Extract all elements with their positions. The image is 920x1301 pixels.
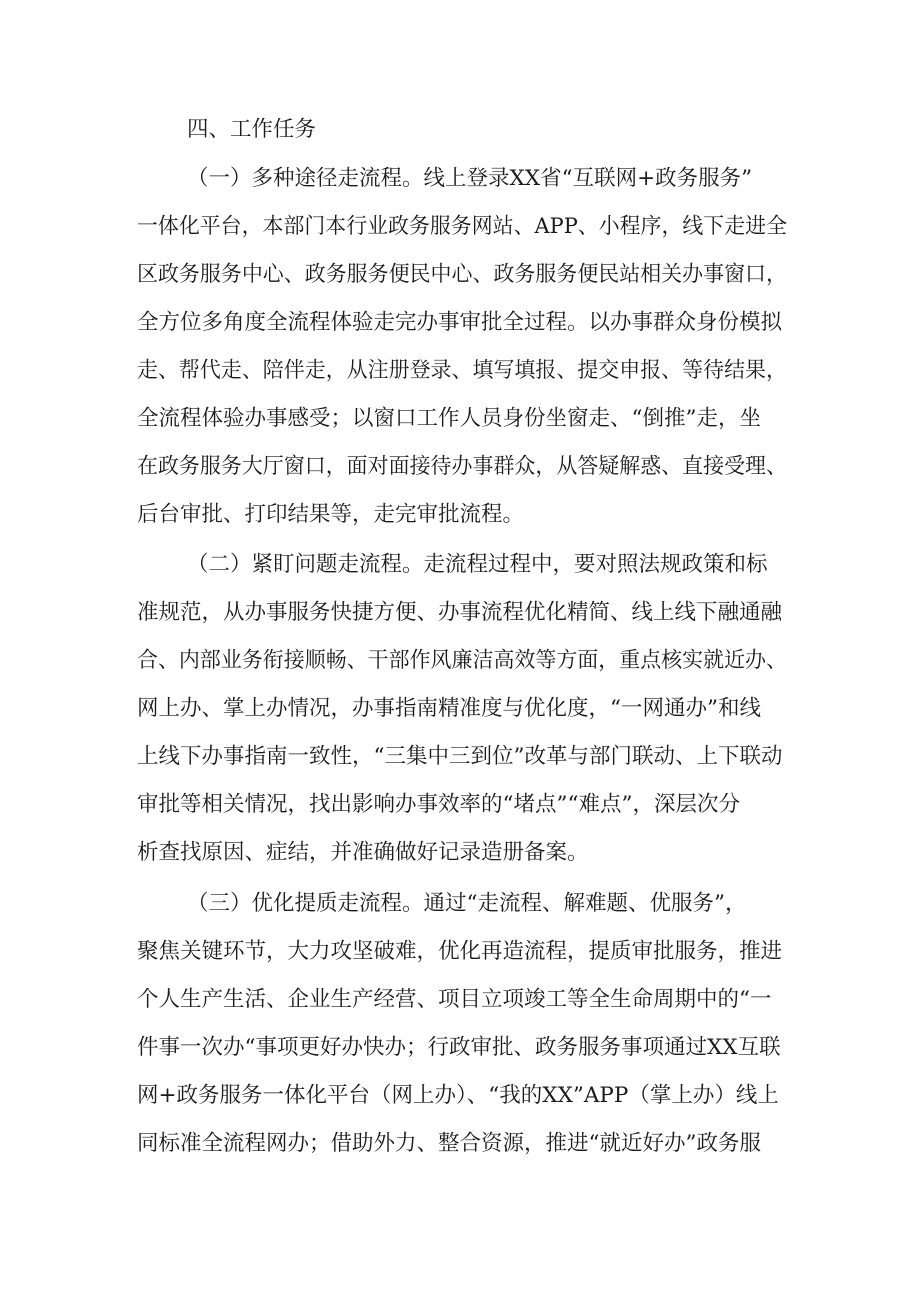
paragraph-1-line-5 — [0, 349, 920, 393]
paragraph-text: 一体化平台，本部门本行业政务服务网站、APP、小程序，线下走进全 — [137, 214, 787, 239]
paragraph-1-line-7 — [0, 445, 920, 489]
paragraph-2-line-1 — [0, 543, 920, 587]
paragraph-text: （一）多种途径走流程。线上登录XX省“互联网+政务服务” — [187, 166, 753, 191]
section-heading-text: 四、工作任务 — [187, 117, 317, 142]
paragraph-text: 聚焦关键环节，大力攻坚破难，优化再造流程，提质审批服务，推进 — [137, 939, 783, 964]
paragraph-text: 件事一次办“事项更好办快办；行政审批、政务服务事项通过XX互联 — [137, 1035, 781, 1060]
paragraph-1-line-6 — [0, 397, 920, 441]
paragraph-3-line-3 — [0, 978, 920, 1022]
paragraph-text: 在政务服务大厅窗口，面对面接待办事群众，从答疑解惑、直接受理、 — [137, 454, 787, 479]
paragraph-1-line-2 — [0, 205, 920, 249]
paragraph-text: （三）优化提质走流程。通过“走流程、解难题、优服务”， — [187, 891, 747, 916]
paragraph-1-line-4 — [0, 301, 920, 345]
paragraph-text: 全流程体验办事感受；以窗口工作人员身份坐窗走、“倒推”走，坐 — [137, 406, 761, 431]
paragraph-1-line-8 — [0, 493, 920, 537]
paragraph-3-line-4 — [0, 1026, 920, 1070]
paragraph-2-line-5 — [0, 735, 920, 779]
paragraph-text: 后台审批、打印结果等，走完审批流程。 — [137, 502, 525, 527]
paragraph-3-line-1 — [0, 882, 920, 926]
paragraph-text: 析查找原因、症结，并准确做好记录造册备案。 — [137, 840, 589, 865]
paragraph-text: 上线下办事指南一致性，“三集中三到位”改革与部门联动、上下联动 — [137, 744, 783, 769]
paragraph-3-line-2 — [0, 930, 920, 974]
paragraph-2-line-6 — [0, 783, 920, 827]
paragraph-text: 全方位多角度全流程体验走完办事审批全过程。以办事群众身份模拟 — [137, 310, 783, 335]
paragraph-3-line-6 — [0, 1122, 920, 1166]
paragraph-3-line-5 — [0, 1074, 920, 1118]
paragraph-2-line-2 — [0, 591, 920, 635]
paragraph-1-line-3 — [0, 253, 920, 297]
paragraph-text: 区政务服务中心、政务服务便民中心、政务服务便民站相关办事窗口， — [137, 262, 787, 287]
paragraph-text: 个人生产生活、企业生产经营、项目立项竣工等全生命周期中的“一 — [137, 987, 772, 1012]
paragraph-1-line-1 — [0, 157, 920, 201]
paragraph-text: （二）紧盯问题走流程。走流程过程中，要对照法规政策和标 — [187, 552, 768, 577]
section-heading — [0, 108, 920, 152]
paragraph-text: 合、内部业务衔接顺畅、干部作风廉洁高效等方面，重点核实就近办、 — [137, 648, 787, 673]
paragraph-text: 网+政务服务一体化平台（网上办）、“我的XX”APP（掌上办）线上 — [137, 1083, 779, 1108]
paragraph-2-line-7 — [0, 831, 920, 875]
paragraph-text: 同标准全流程网办；借助外力、整合资源，推进“就近好办”政务服 — [137, 1131, 761, 1156]
paragraph-2-line-3 — [0, 639, 920, 683]
paragraph-text: 网上办、掌上办情况，办事指南精准度与优化度，“一网通办”和线 — [137, 696, 761, 721]
paragraph-text: 走、帮代走、陪伴走，从注册登录、填写填报、提交申报、等待结果， — [137, 358, 787, 383]
paragraph-text: 审批等相关情况，找出影响办事效率的“堵点”“难点”，深层次分 — [137, 792, 740, 817]
paragraph-text: 准规范，从办事服务快捷方便、办事流程优化精简、线上线下融通融 — [137, 600, 783, 625]
paragraph-2-line-4 — [0, 687, 920, 731]
